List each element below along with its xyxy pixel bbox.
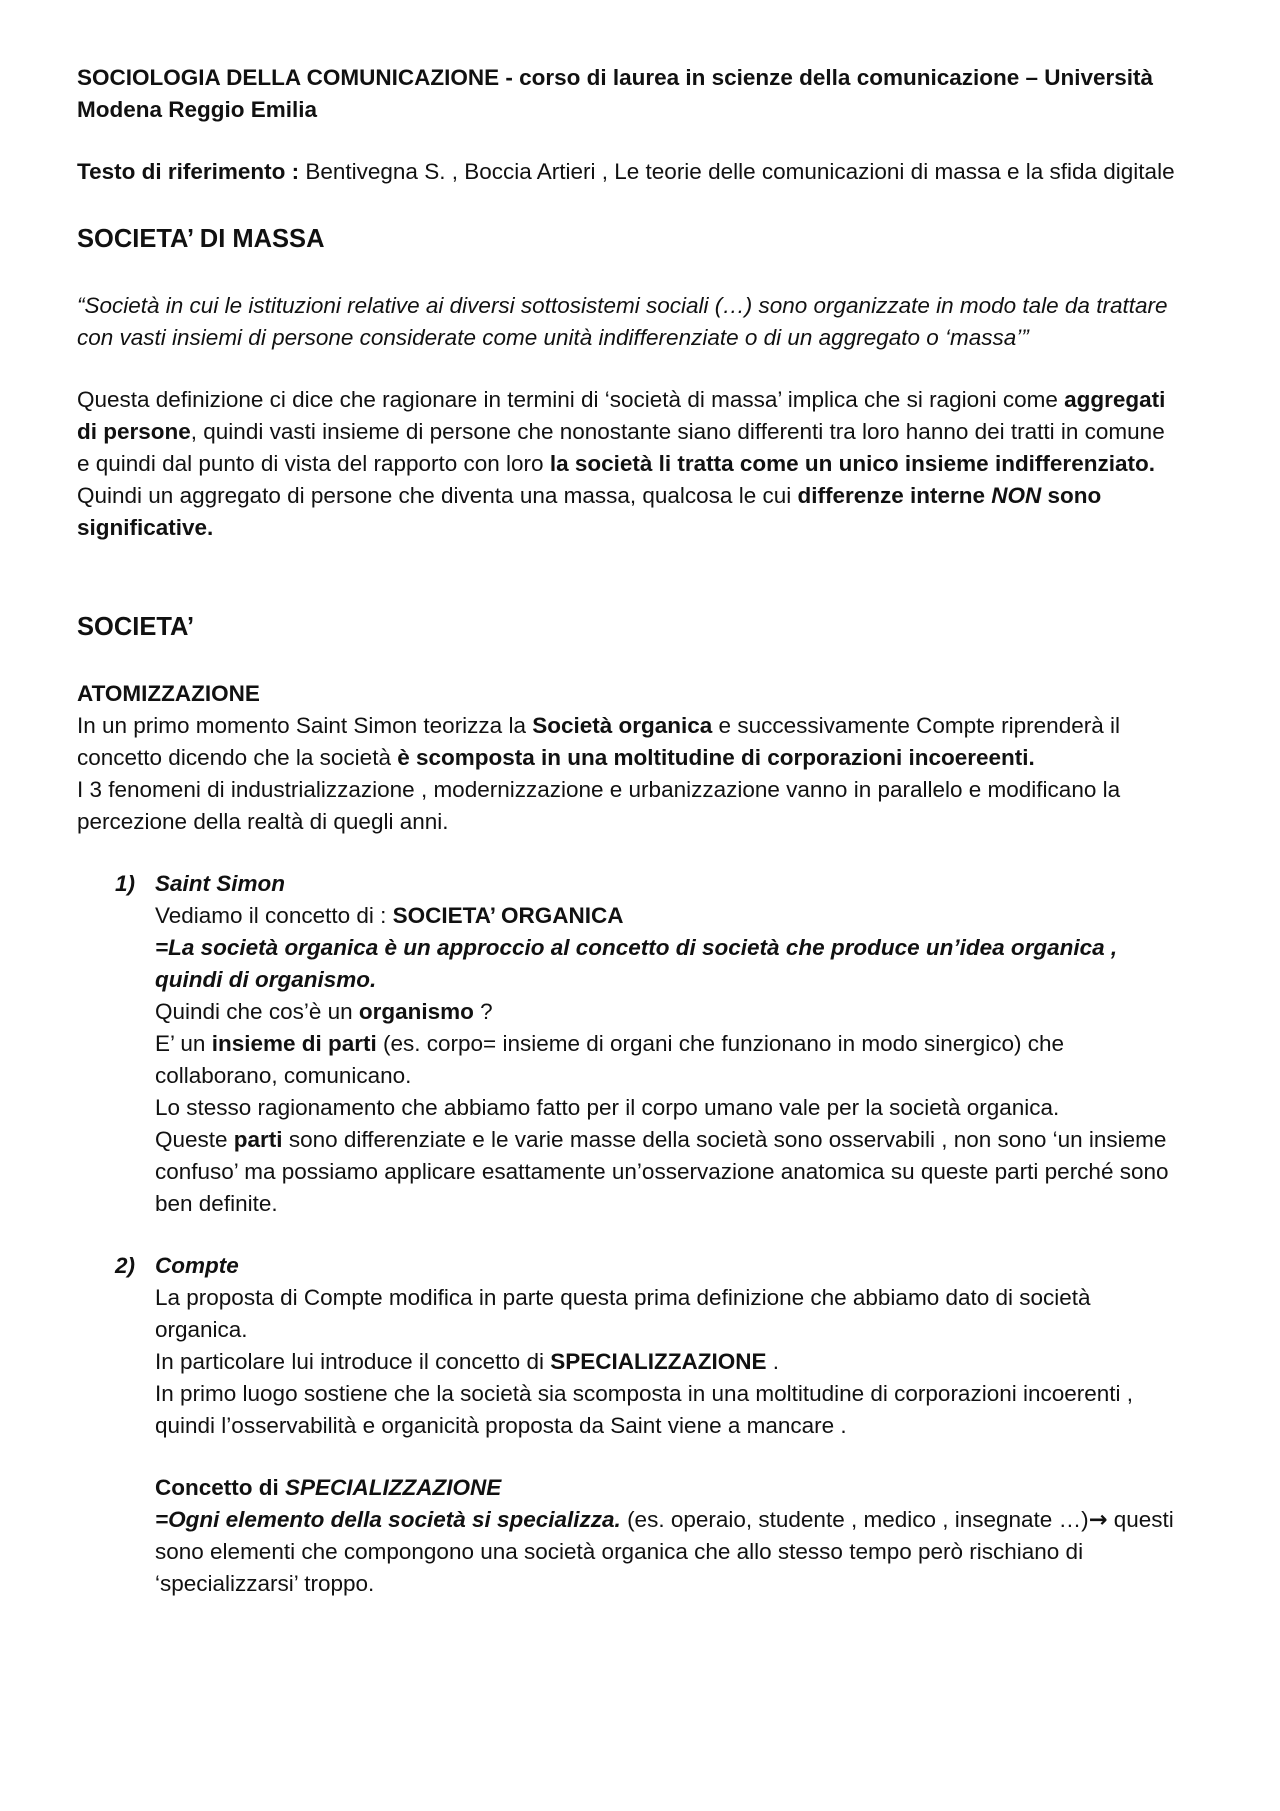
text-run: , quindi vasti insieme di persone che nonostante siano differenti tra loro hanno dei tratti in comune e quindi dal punto di vista del rapporto con loro [77, 419, 1165, 476]
text-run: Questa definizione ci dice che ragionare in termini di ‘società di massa’ implica che si ragioni come [77, 387, 1065, 412]
text-run: ? [473, 999, 493, 1024]
text-run: In un primo momento Saint Simon teorizza la [77, 713, 533, 738]
document-body [77, 62, 1177, 1600]
text-run-bold: differenze interne [797, 483, 992, 508]
heading-societa-di-massa: SOCIETA’ DI MASSA [77, 225, 325, 253]
heading-societa: SOCIETA’ [77, 613, 195, 641]
text-run-bold: SPECIALIZZAZIONE [550, 1349, 767, 1374]
list-line: Lo stesso ragionamento che abbiamo fatto per il corpo umano vale per la società organica. [155, 1095, 1060, 1120]
numbered-list [77, 868, 1177, 1600]
reference-text [77, 156, 1177, 188]
text-run: . [766, 1349, 779, 1374]
list-line [155, 1028, 1177, 1092]
list-number: 1) [115, 871, 136, 896]
text-run-bold: insieme di parti [211, 1031, 377, 1056]
text-run: Quindi un aggregato di persone che diventa una massa, qualcosa le cui [77, 483, 798, 508]
text-run-bold: Concetto di [155, 1475, 285, 1500]
text-run-bold-italic: =Ogni elemento della società si specializza. [155, 1507, 621, 1532]
massa-paragraph-2 [77, 480, 1177, 544]
text-run-bold-italic: NON [991, 483, 1042, 508]
list-line: In primo luogo sostiene che la società sia scomposta in una moltitudine di corporazioni incoerenti , quindi l’osservabilità e organicità proposta da Saint viene a mancare . [155, 1381, 1134, 1438]
text-run-bold: è scomposta in una moltitudine di corporazioni incoereenti. [397, 745, 1035, 770]
text-run: questi sono elementi che compongono una società organica che allo stesso tempo però rischiano di ‘specializzarsi’ troppo. [155, 1507, 1174, 1596]
list-item-saint-simon [77, 868, 1177, 1220]
list-line [155, 1346, 1177, 1378]
text-run: Vediamo il concetto di : [155, 903, 393, 928]
text-run: E’ un [155, 1031, 212, 1056]
text-run: Queste [155, 1127, 234, 1152]
text-run: (es. corpo= insieme di organi che funzionano in modo sinergico) che collaborano, comunicano. [155, 1031, 1065, 1088]
text-run-bold: aggregati di persone [77, 387, 1166, 444]
text-run-bold-italic: SPECIALIZZAZIONE [285, 1475, 502, 1500]
right-arrow-icon: → [1088, 1507, 1108, 1533]
text-run-bold: la società li tratta come un unico insieme indifferenziato. [549, 451, 1155, 476]
text-run: (es. operaio, studente , medico , insegnate …) [620, 1507, 1089, 1532]
list-line [155, 996, 1177, 1028]
list-item-compte [77, 1250, 1177, 1600]
text-run: e successivamente Compte riprenderà il concetto dicendo che la società [77, 713, 1120, 770]
concept-definition [155, 1504, 1177, 1600]
atomizzazione-paragraph-2: I 3 fenomeni di industrializzazione , modernizzazione e urbanizzazione vanno in parallelo e modificano la percezione della realtà di quegli anni. [77, 777, 1121, 834]
atomizzazione-paragraph-1 [77, 710, 1177, 774]
list-line: La proposta di Compte modifica in parte questa prima definizione che abbiamo dato di società organica. [155, 1285, 1091, 1342]
list-line: =La società organica è un approccio al concetto di società che produce un’idea organica , quindi di organismo. [155, 935, 1118, 992]
definition-quote: “Società in cui le istituzioni relative ai diversi sottosistemi sociali (…) sono organizzate in modo tale da trattare con vasti insiemi di persone considerate come unità indifferenziate o di un aggregato o ‘massa’” [77, 293, 1168, 350]
text-run: Quindi che cos’è un [155, 999, 359, 1024]
course-title: SOCIOLOGIA DELLA COMUNICAZIONE - corso di laurea in scienze della comunicazione – Università Modena Reggio Emilia [77, 65, 1154, 122]
text-run-bold: sono significative. [77, 483, 1102, 540]
list-line [155, 900, 1177, 932]
text-run-bold: Società organica [532, 713, 713, 738]
text-run: In particolare lui introduce il concetto di [155, 1349, 551, 1374]
subheading-atomizzazione: ATOMIZZAZIONE [77, 681, 260, 706]
list-spacer [77, 1220, 1177, 1250]
massa-paragraph-1 [77, 384, 1177, 480]
list-item-title: Saint Simon [155, 871, 286, 896]
text-run-bold: SOCIETA’ ORGANICA [392, 903, 624, 928]
list-line [155, 1124, 1177, 1220]
concept-heading [155, 1472, 1177, 1504]
reference-label: Testo di riferimento : [77, 159, 300, 184]
text-run: sono differenziate e le varie masse della società sono osservabili , non sono ‘un insieme confuso’ ma possiamo applicare esattamente un’osservazione anatomica su queste parti perché sono ben definite. [155, 1127, 1169, 1216]
list-item-title: Compte [155, 1253, 239, 1278]
reference-citation: Bentivegna S. , Boccia Artieri , Le teorie delle comunicazioni di massa e la sfida digitale [299, 159, 1175, 184]
text-run-bold: parti [233, 1127, 283, 1152]
list-number: 2) [115, 1253, 136, 1278]
text-run-bold: organismo [358, 999, 474, 1024]
